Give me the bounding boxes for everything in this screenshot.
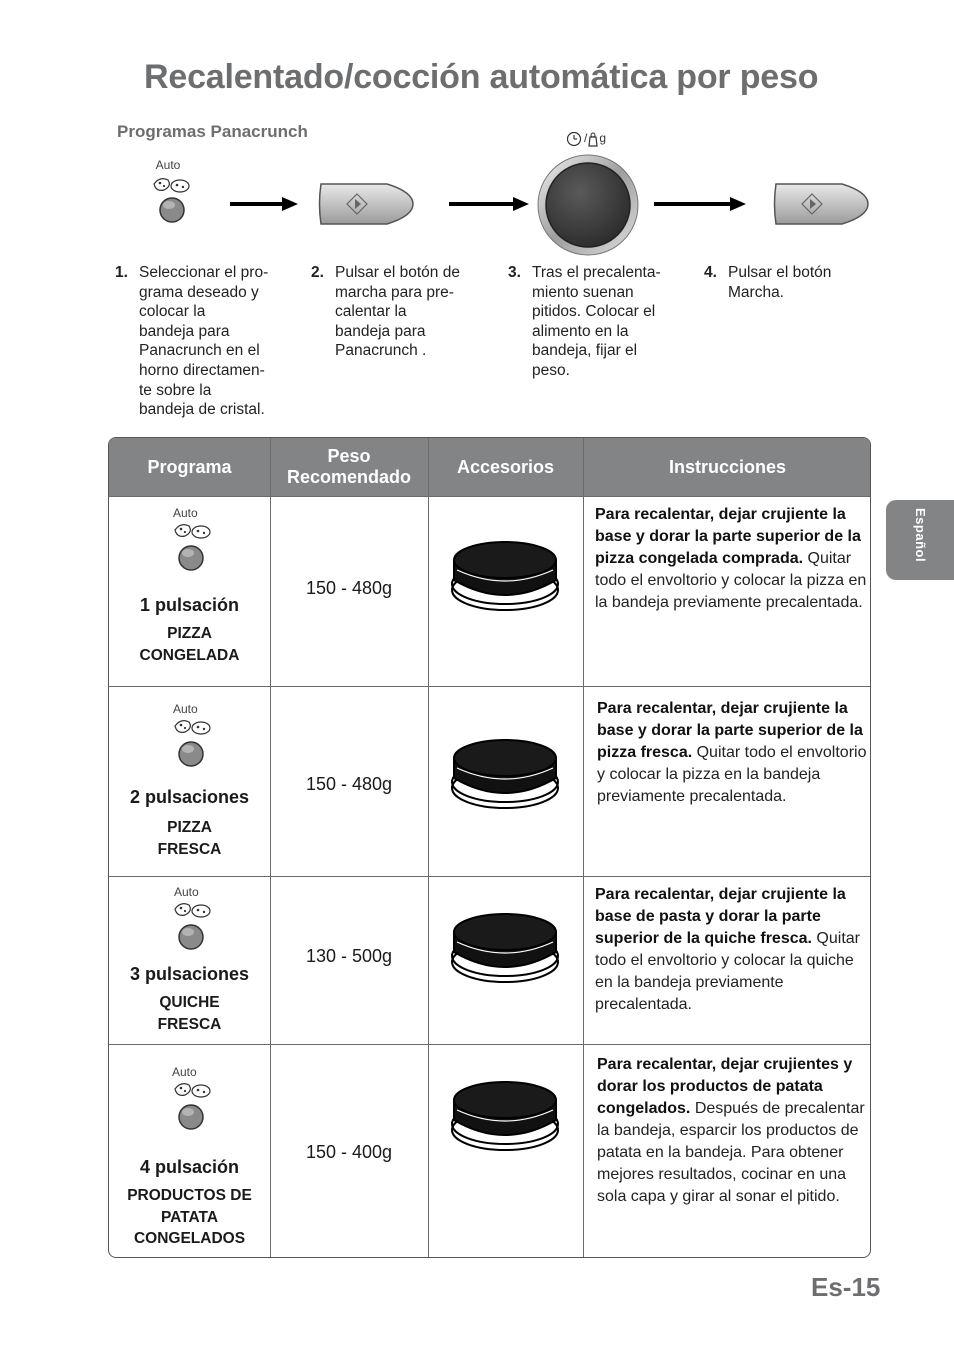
crisp-tray-icon (449, 736, 561, 814)
auto-pizza-icon (150, 174, 194, 226)
weight-range: 130 - 500g (305, 946, 393, 966)
table-header (109, 438, 870, 496)
weight-range: 150 - 480g (305, 774, 393, 794)
crisp-tray-icon (449, 538, 561, 616)
program-name: PIZZA FRESCA (157, 819, 222, 858)
table-row (109, 496, 870, 686)
header-programa: Programa (147, 456, 232, 477)
auto-label: Auto (173, 702, 198, 716)
arrow-icon (449, 195, 529, 213)
program-name: PRODUCTOS DE PATATA CONGELADOS (127, 1187, 252, 1247)
section-subtitle: Programas Panacrunch (117, 122, 308, 141)
press-count: 2 pulsaciones (129, 787, 250, 807)
auto-pizza-icon (171, 520, 215, 572)
auto-label: Auto (174, 885, 199, 899)
weight-icon (587, 131, 599, 147)
crisp-tray-icon (449, 1078, 561, 1156)
arrow-icon (230, 195, 298, 213)
start-button-icon (772, 182, 870, 226)
page-number: Es-15 (811, 1272, 881, 1302)
weight-range: 150 - 400g (305, 1142, 393, 1162)
program-table (108, 437, 871, 1258)
crisp-tray-icon (449, 910, 561, 988)
press-count: 1 pulsación (139, 595, 240, 615)
instruction-text: Para recalentar, dejar crujiente la base de pasta y dorar la parte superior de la quiche fresca. Quitar todo el envoltorio y colocar la quiche en la bandeja previamente precalentada. (595, 886, 860, 1013)
auto-pizza-icon (171, 1079, 215, 1131)
header-instrucciones: Instrucciones (668, 456, 787, 477)
language-tab: Español (886, 500, 954, 580)
header-accesorios: Accesorios (456, 456, 555, 477)
press-count: 4 pulsación (139, 1157, 240, 1177)
weight-range: 150 - 480g (305, 578, 393, 598)
timer-weight-label: / g (566, 131, 606, 147)
instruction-text: Para recalentar, dejar crujiente la base y dorar la parte superior de la pizza fresca. Quitar todo el envoltorio y colocar la pizza en la bandeja previamente precalentada. (597, 700, 867, 805)
auto-pizza-icon (171, 899, 215, 951)
start-button-icon (317, 182, 415, 226)
auto-label: Auto (155, 158, 181, 172)
press-count: 3 pulsaciones (129, 964, 250, 984)
clock-icon (566, 131, 584, 147)
header-peso: Peso Recomendado (286, 446, 412, 487)
auto-pizza-icon (171, 716, 215, 768)
table-row (109, 686, 870, 876)
instruction-text: Para recalentar, dejar crujiente la base y dorar la parte superior de la pizza congelada comprada. Quitar todo el envoltorio y colocar la pizza en la bandeja previamente precalentada. (595, 506, 867, 611)
instruction-text: Para recalentar, dejar crujientes y dorar los productos de patata congelados. Después de precalentar la bandeja, esparcir los productos de patata en la bandeja. Para obtener mejores resultados, cocinar en una sola capa y girar al sonar el pitido. (597, 1056, 865, 1205)
page-title: Recalentado/cocción automática por peso (144, 58, 819, 96)
arrow-icon (654, 195, 746, 213)
auto-label: Auto (172, 1065, 197, 1079)
program-name: PIZZA CONGELADA (139, 625, 240, 664)
program-name: QUICHE FRESCA (157, 994, 222, 1033)
table-row (109, 1044, 870, 1258)
dial-knob (536, 153, 640, 257)
auto-label: Auto (173, 506, 198, 520)
table-row (109, 876, 870, 1044)
